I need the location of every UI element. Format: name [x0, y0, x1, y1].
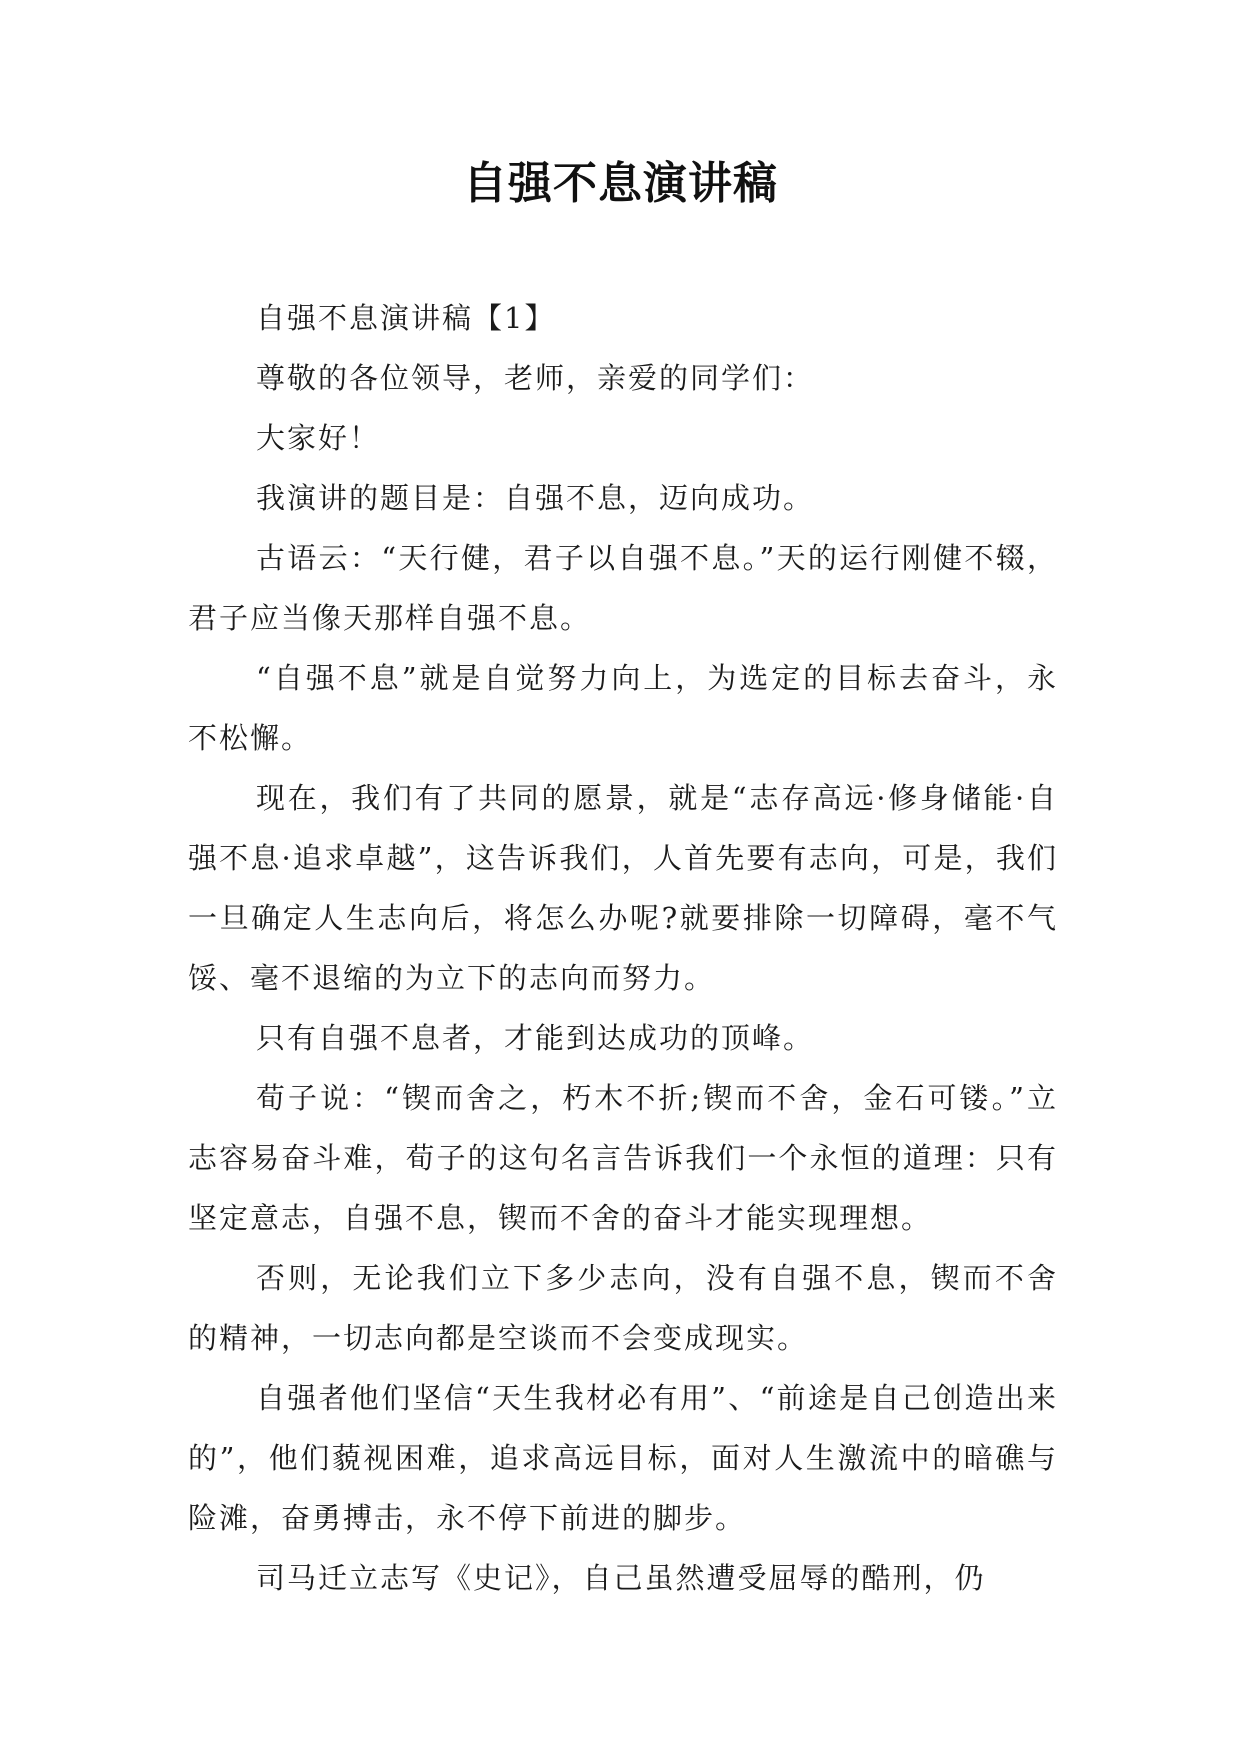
paragraph: 现在，我们有了共同的愿景，就是“志存高远·修身储能·自强不息·追求卓越”，这告诉我们，人首先要有志向，可是，我们一旦确定人生志向后，将怎么办呢?就要排除一切障碍，毫不气馁、毫不退缩的为立下的志向而努力。 — [188, 781, 1058, 995]
document-title: 自强不息演讲稿 — [463, 158, 778, 209]
paragraph: “自强不息”就是自觉努力向上，为选定的目标去奋斗，永不松懈。 — [188, 661, 1058, 755]
paragraph-topic: 我演讲的题目是：自强不息，迈向成功。 — [256, 481, 815, 515]
paragraph-heading: 自强不息演讲稿【1】 — [256, 301, 556, 335]
paragraph: 荀子说：“锲而舍之，朽木不折;锲而不舍，金石可镂。”立志容易奋斗难，荀子的这句名言告诉我们一个永恒的道理：只有坚定意志，自强不息，锲而不舍的奋斗才能实现理想。 — [188, 1081, 1058, 1235]
paragraph-salutation: 尊敬的各位领导，老师，亲爱的同学们： — [256, 361, 815, 395]
paragraph: 自强者他们坚信“天生我材必有用”、“前途是自己创造出来的”，他们藐视困难，追求高远目标，面对人生激流中的暗礁与险滩，奋勇搏击，永不停下前进的脚步。 — [188, 1381, 1058, 1535]
paragraph: 只有自强不息者，才能到达成功的顶峰。 — [256, 1021, 815, 1055]
paragraph: 否则，无论我们立下多少志向，没有自强不息，锲而不舍的精神，一切志向都是空谈而不会变成现实。 — [188, 1261, 1058, 1355]
document-body — [188, 288, 1058, 1608]
paragraph: 司马迁立志写《史记》，自己虽然遭受屈辱的酷刑，仍 — [256, 1561, 986, 1595]
paragraph: 古语云：“天行健，君子以自强不息。”天的运行刚健不辍，君子应当像天那样自强不息。 — [188, 541, 1058, 635]
paragraph-greeting: 大家好！ — [256, 421, 381, 455]
